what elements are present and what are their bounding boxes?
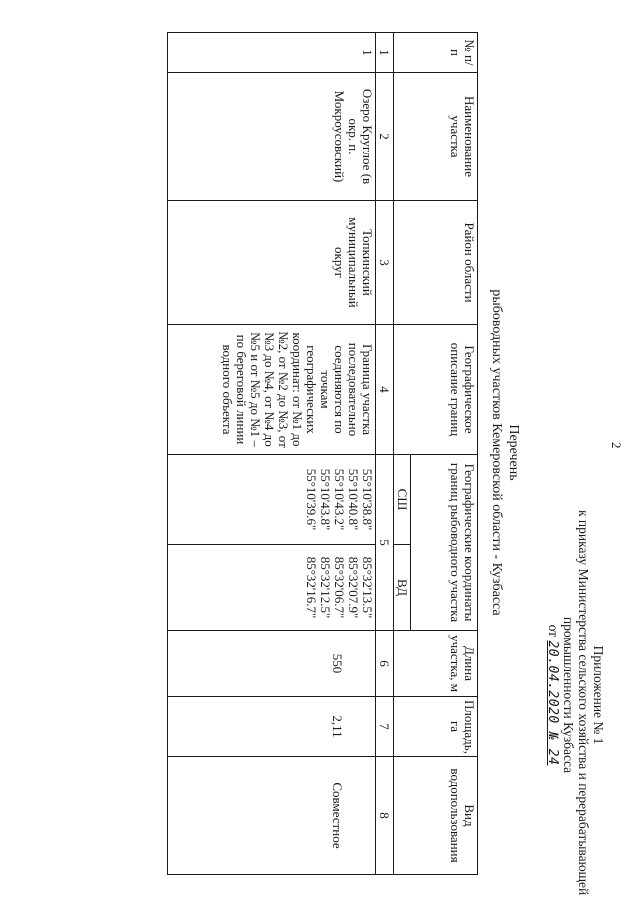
vd-point-5: 85°32'16.7" (304, 556, 319, 619)
col-number-4: 4 (376, 325, 394, 455)
col-number-3: 3 (376, 201, 394, 325)
appendix-order-ref: к приказу Министерства сельского хозяйства и перерабатывающей (576, 510, 591, 896)
sh-point-4: 55°10'43.8" (318, 468, 333, 531)
row-district: Топкинский муниципальный округ (168, 201, 376, 325)
row-usage-value: Совместное (330, 782, 345, 849)
appendix-date-row (545, 510, 561, 880)
col-number-2: 2 (376, 73, 394, 201)
row-length (168, 631, 376, 697)
row-vd-coords (168, 545, 376, 631)
sh-point-1: 55°10'38.8" (360, 468, 375, 531)
row-geo-desc: Граница участка последовательно соединяются по точкам географических координат: от №1 до №2, от №2 до №3, от №3 до №4, от №4 до №5 и от №5 до №1 – по береговой линии водного объекта (168, 325, 376, 455)
header-length: Длина участка, м (394, 631, 478, 697)
title-line-2: рыбоводных участков Кемеровской области - Кузбасса (489, 289, 504, 616)
vd-point-3: 85°32'06.7" (332, 556, 347, 619)
row-length-value: 550 (330, 653, 345, 674)
col-number-7: 7 (376, 697, 394, 757)
page-number: 2 (609, 442, 624, 449)
vd-point-4: 85°32'12.5" (318, 556, 333, 619)
vd-point-1: 85°32'13.5" (360, 556, 375, 619)
sh-point-5: 55°10'39.6" (304, 468, 319, 531)
column-number-row (376, 33, 394, 875)
header-name: Наименование участка (394, 73, 478, 201)
sh-point-2: 55°10'40.8" (346, 468, 361, 531)
row-num: 1 (168, 33, 376, 73)
header-area: Площадь, га (394, 697, 478, 757)
appendix-title: Приложение № 1 (591, 645, 606, 745)
row-usage (168, 757, 376, 875)
header-vd: ВД (394, 545, 411, 631)
fish-breeding-areas-table (167, 32, 478, 875)
vd-point-2: 85°32'07.9" (346, 556, 361, 619)
header-num: № п/п (394, 33, 478, 73)
col-number-5: 5 (376, 455, 394, 631)
appendix-from-label: от (546, 624, 561, 638)
document-title (488, 0, 522, 905)
header-geo-coords: Географические координаты границ рыбоводного участка (411, 455, 478, 631)
row-area-value: 2,11 (330, 715, 345, 738)
row-name: Озеро Круглое (в окр. п. Мокроусовский) (168, 73, 376, 201)
header-usage: Вид водопользования (394, 757, 478, 875)
appendix-ministry: промышленности Кузбасса (561, 616, 576, 774)
col-number-1: 1 (376, 33, 394, 73)
row-area (168, 697, 376, 757)
appendix-block (545, 510, 606, 896)
header-sh: СШ (394, 455, 411, 545)
col-number-6: 6 (376, 631, 394, 697)
table-row (168, 33, 376, 875)
sh-point-3: 55°10'43.2" (332, 468, 347, 531)
header-geo-desc: Географическое описание границ (394, 325, 478, 455)
title-line-1: Перечень (506, 424, 521, 481)
header-district: Район области (394, 201, 478, 325)
table-header-row (411, 33, 478, 875)
handwritten-date-signature: 20.04.2020 № 24 (545, 640, 560, 766)
row-sh-coords (168, 455, 376, 545)
col-number-8: 8 (376, 757, 394, 875)
